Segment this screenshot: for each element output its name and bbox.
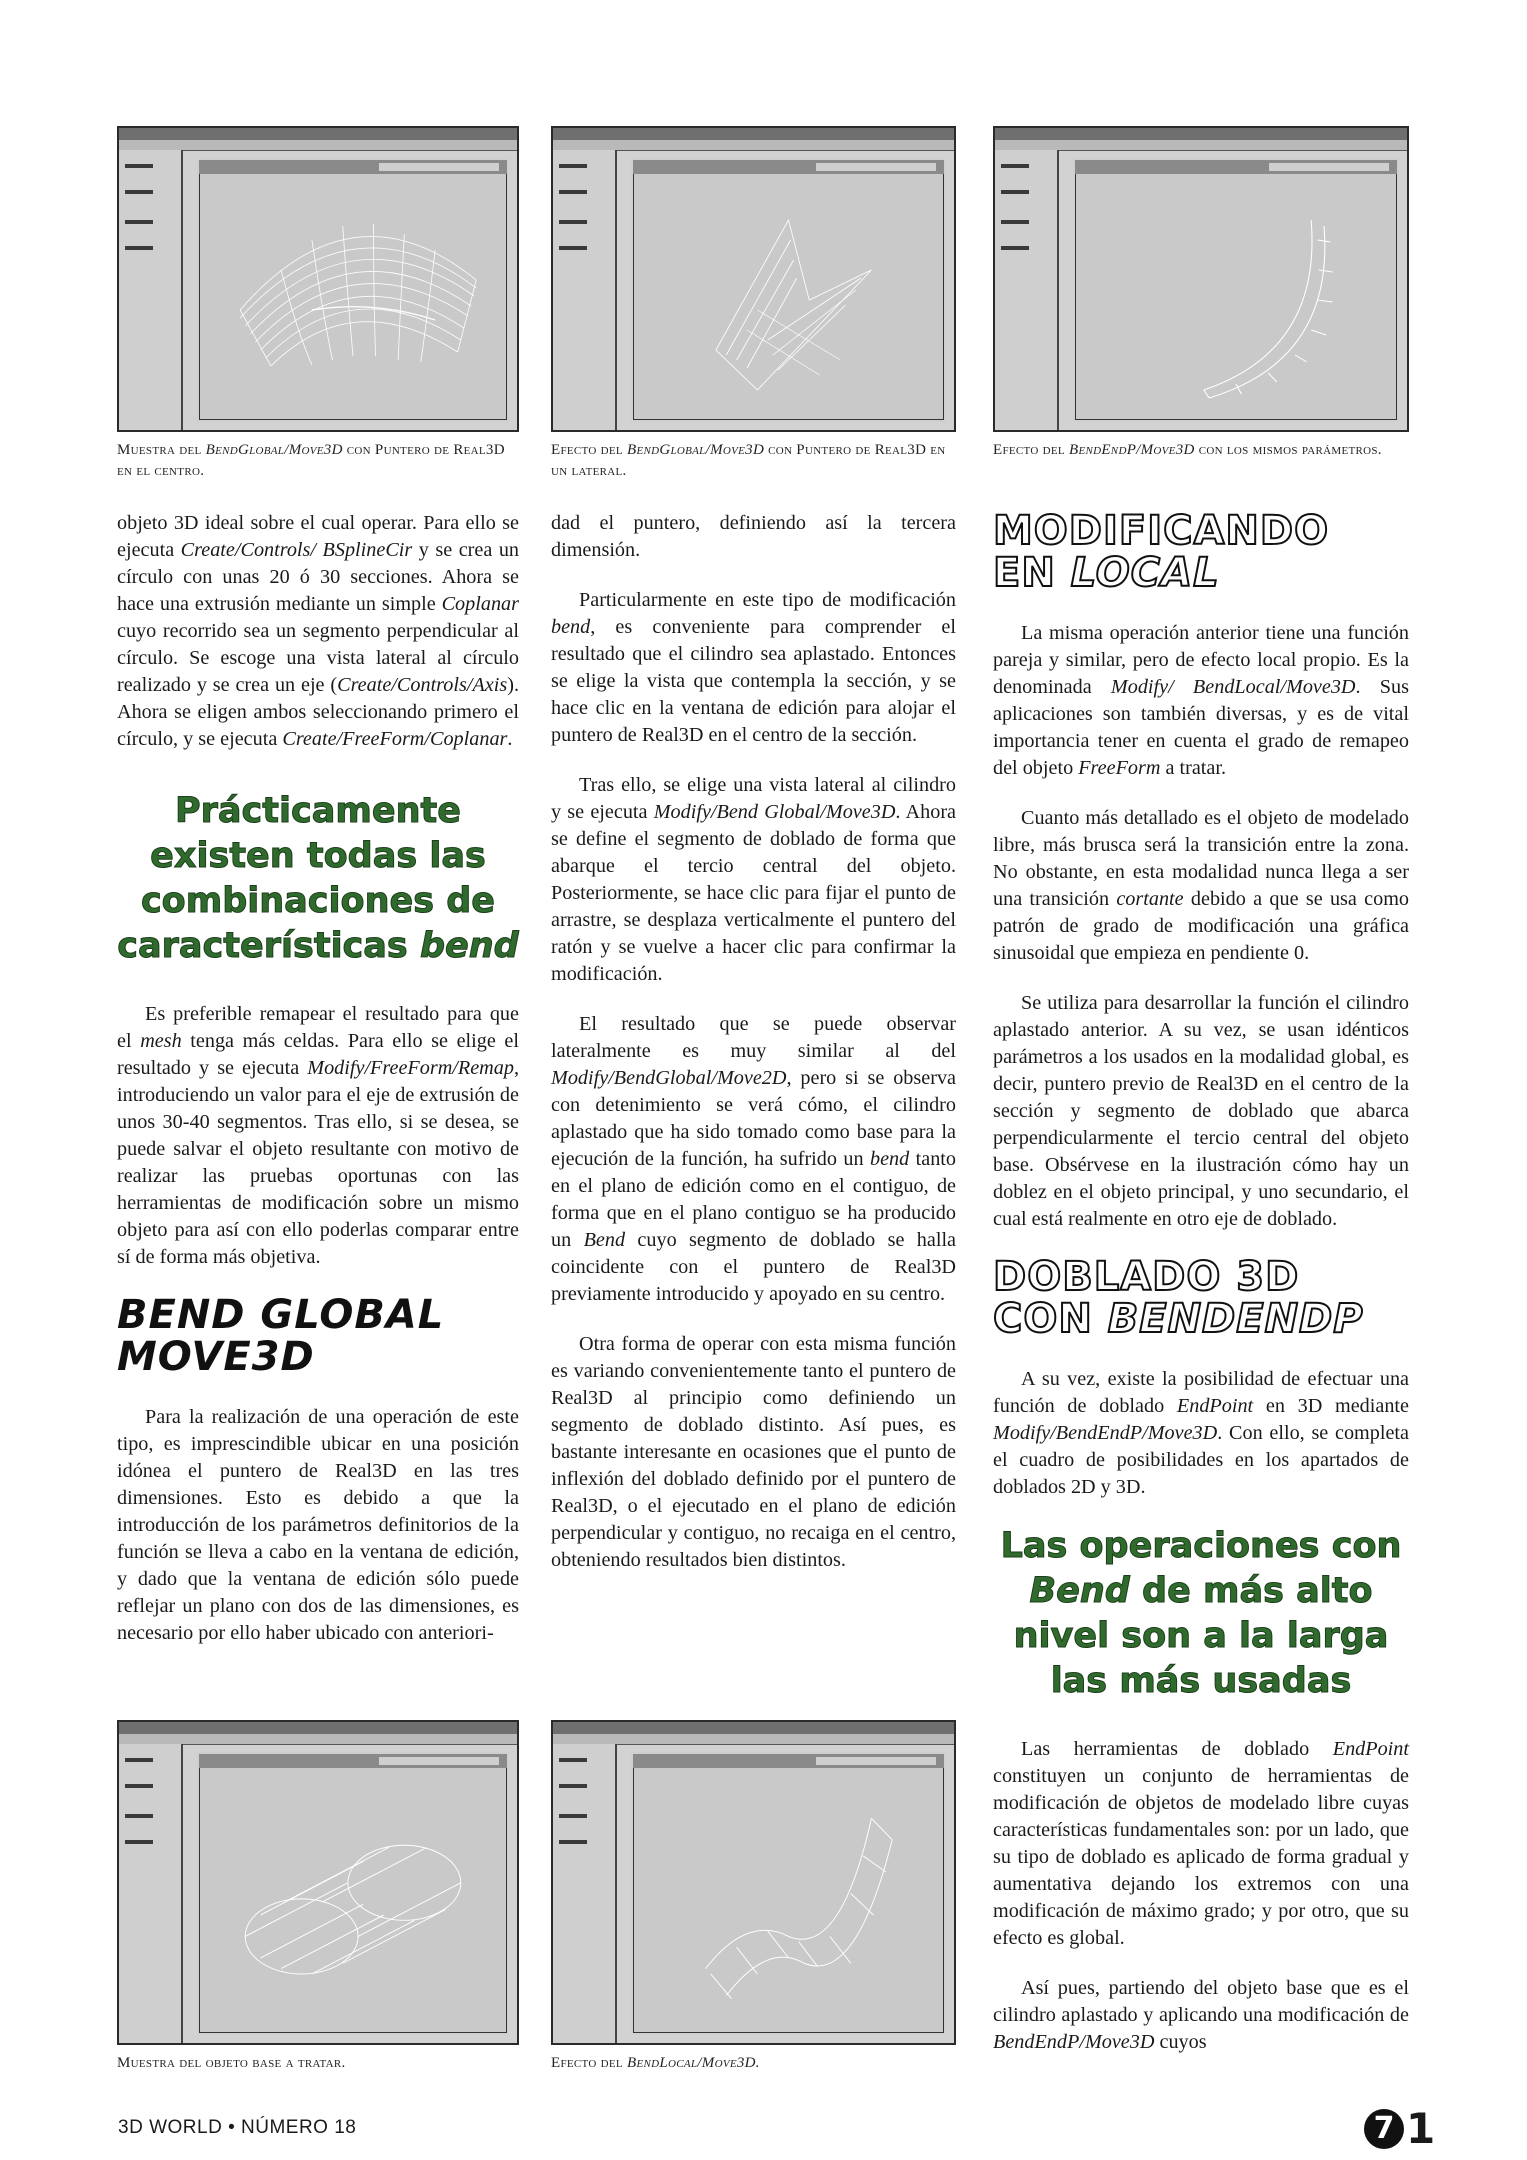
paragraph: Para la realización de una operación de este tipo, es imprescindible ubicar en una posición idónea el puntero de Real3D en las tres dimensiones. Esto es debido a que la introducción de los parámetros definitorios de la función se lleva a cabo en la ventana de edición, y dado que la ventana de edición sólo puede reflejar un plano con dos de las dimensiones, es necesario por ello haber ubicado con anteriori- [117,1406,519,1644]
pull-quote-1: Prácticamente existen todas las combinaciones de características bend [117,791,519,966]
pull-quote-2: Las operaciones con Bend de más alto nivel son a la larga las más usadas [1000,1526,1402,1701]
column-1 [117,510,519,1670]
paragraph: dad el puntero, definiendo así la tercera dimensión. [551,512,956,561]
screenshot-bend-global-lateral [551,126,956,432]
paragraph: Se utiliza para desarrollar la función el cilindro aplastado anterior. A su vez, se usan idénticos parámetros a los usados en la modalidad global, es decir, puntero previo de Real3D en el centro de la sección y segmento de doblado que abarca perpendicularmente el tercio central del objeto base. Obsérvese en la ilustración cómo hay un doblez en el objeto principal, y uno secundario, el cual está realmente en otro eje de doblado. [993,992,1409,1230]
paragraph: A su vez, existe la posibilidad de efectuar una función de doblado EndPoint en 3D mediante Modify/BendEndP/Move3D. Con ello, se completa el cuadro de posibilidades en los apartados de doblados 2D y 3D. [993,1368,1409,1498]
paragraph: Las herramientas de doblado EndPoint constituyen un conjunto de herramientas de modificación de objetos de modelado libre cuyas características fundamentales son: por un lado, que su tipo de doblado es aplicado de forma gradual y aumentativa dejando los extremos con una modificación de máximo grado; y por otro, que su efecto es global. [993,1738,1409,1949]
figure-caption-5: Efecto del BendLocal/Move3D. [551,2055,760,2071]
column-3 [993,510,1409,2079]
screenshot-bendendp-move3d [993,126,1409,432]
page-digit-circle: 7 [1364,2109,1404,2149]
page-digit: 1 [1406,2104,1436,2153]
figure-caption-3: Efecto del BendEndP/Move3D con los mismos parámetros. [993,442,1382,458]
screenshot-bend-global-center [117,126,519,432]
column-2 [551,510,956,1597]
paragraph: Tras ello, se elige una vista lateral al cilindro y se ejecuta Modify/Bend Global/Move3D. Ahora se define el segmento de doblado de forma que abarque el tercio central del objeto. Posteriormente, se hace clic para fijar el punto de arrastre, se desplaza verticalmente el puntero del ratón y se vuelve a hacer clic para confirmar la modificación. [551,774,957,985]
section-heading-doblado-3d: DOBLADO 3D CON BENDENDP [993,1254,1364,1342]
paragraph: objeto 3D ideal sobre el cual operar. Para ello se ejecuta Create/Controls/ BSplineCir y se crea un círculo con unas 20 ó 30 secciones. Ahora se hace una extrusión mediante un simple Coplanar cuyo recorrido sea un segmento perpendicular al círculo. Se escoge una vista lateral al círculo realizado y se crea un eje (Create/Controls/Axis). Ahora se eligen ambos seleccionando primero el círculo, y se ejecuta Create/FreeForm/Coplanar. [117,512,520,750]
page-number [1364,2104,1435,2153]
magazine-issue: 3D WORLD • NÚMERO 18 [118,2117,357,2138]
paragraph: Particularmente en este tipo de modificación bend, es conveniente para comprender el resultado que el cilindro sea aplastado. Entonces se elige la vista que contempla la sección, y se hace clic en la ventana de edición para alojar el puntero de Real3D en el centro de la sección. [551,589,956,746]
paragraph: Así pues, partiendo del objeto base que es el cilindro aplastado y aplicando una modificación de BendEndP/Move3D cuyos [993,1977,1409,2053]
paragraph: La misma operación anterior tiene una función pareja y similar, pero de efecto local propio. Es la denominada Modify/ BendLocal/Move3D. Sus aplicaciones son también diversas, y es de vital importancia tener en cuenta el grado de remapeo del objeto FreeForm a tratar. [993,622,1409,779]
figure-caption-2: Efecto del BendGlobal/Move3D con Puntero de Real3D en un lateral. [551,442,946,479]
figure-caption-4: Muestra del objeto base a tratar. [117,2055,346,2071]
paragraph: Cuanto más detallado es el objeto de modelado libre, más brusca será la transición entre la zona. No obstante, en esta modalidad nunca llega a ser una transición cortante debido a que se usa como patrón de grado de modificación una gráfica sinusoidal que empieza en pendiente 0. [993,807,1409,964]
section-heading-modificando-local: MODIFICANDO EN LOCAL [993,508,1330,596]
paragraph: Otra forma de operar con esta misma función es variando convenientemente tanto el puntero de Real3D al principio como definiendo un segmento de doblado distinto. Así pues, es bastante interesante en ocasiones que el punto de inflexión del doblado definido por el puntero de Real3D, o el ejecutado en el plano de edición perpendicular y contiguo, no recaiga en el centro, obteniendo resultados bien distintos. [551,1333,956,1571]
section-heading-bend-global: BEND GLOBAL MOVE3D [117,1292,445,1380]
screenshot-bend-local [551,1720,956,2045]
paragraph: El resultado que se puede observar lateralmente es muy similar al del Modify/BendGlobal/Move2D, pero si se observa con detenimiento se verá cómo, el cilindro aplastado que ha sido tomado como base para la ejecución de la función, ha sufrido un bend tanto en el plano de edición como en el contiguo, de forma que en el plano contiguo se ha producido un Bend cuyo segmento de doblado se halla coincidente con el puntero de Real3D previamente introducido y apoyado en su centro. [551,1013,957,1305]
paragraph: Es preferible remapear el resultado para que el mesh tenga más celdas. Para ello se elige el resultado y se ejecuta Modify/FreeForm/Remap, introduciendo un valor para el eje de extrusión de unos 30-40 segmentos. Tras ello, si se desea, se puede salvar el objeto resultante con motivo de realizar las pruebas oportunas con las herramientas de modificación sobre un mismo objeto para así con ello poderlas comparar entre sí de forma más objetiva. [117,1003,520,1268]
screenshot-base-object [117,1720,519,2045]
figure-caption-1: Muestra del BendGlobal/Move3D con Puntero de Real3D en el centro. [117,442,505,479]
